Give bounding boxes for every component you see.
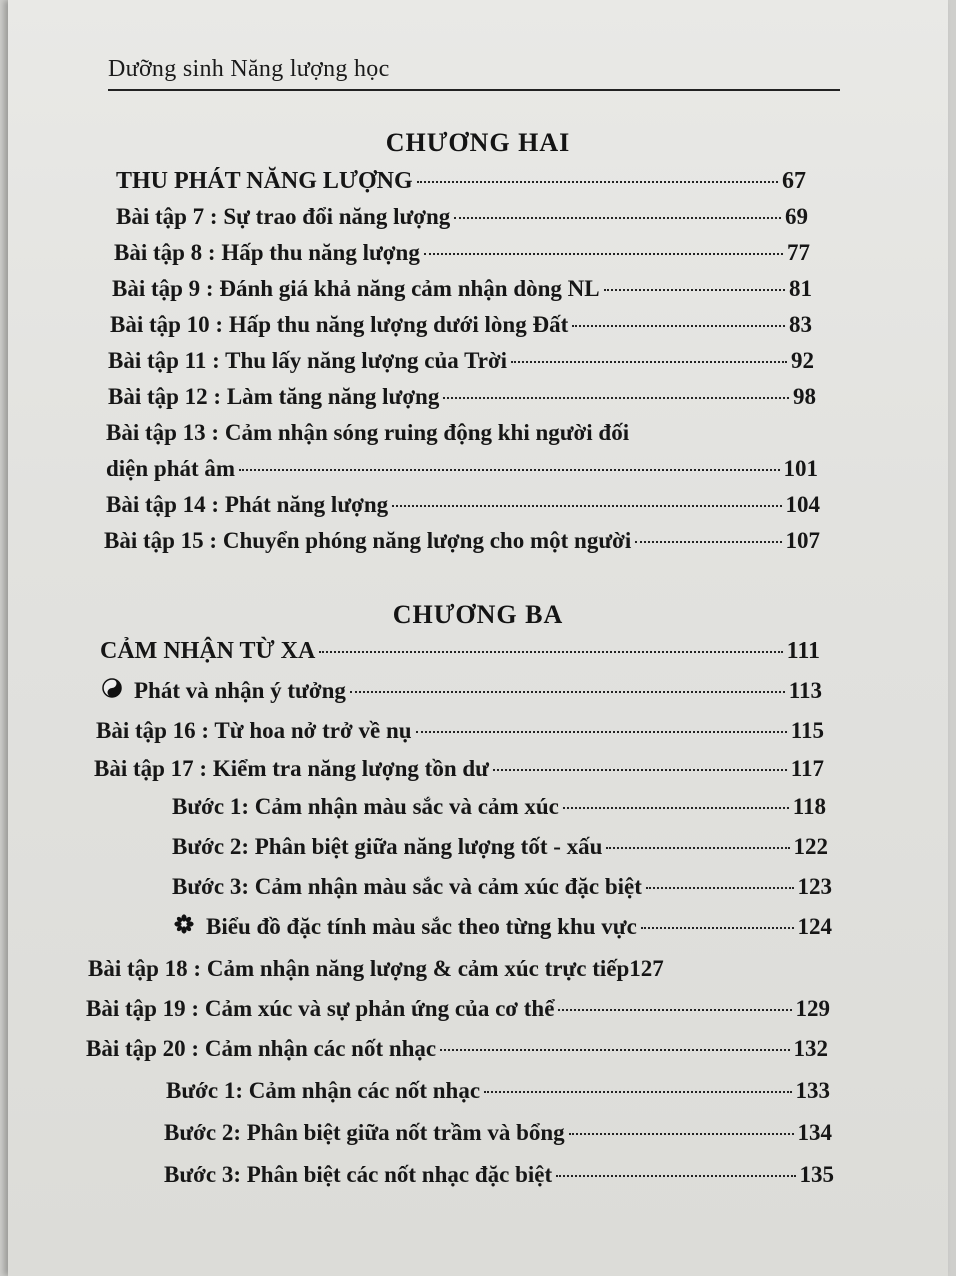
toc-label: Bài tập 15 : Chuyển phóng năng lượng cho một người bbox=[104, 528, 632, 553]
toc-row[interactable] bbox=[94, 756, 824, 782]
toc-label: Bước 2: Phân biệt giữa nốt trầm và bổng bbox=[164, 1120, 565, 1145]
toc-page-number: 83 bbox=[789, 312, 812, 337]
toc-page-number: 123 bbox=[797, 874, 832, 899]
toc-row[interactable] bbox=[86, 1036, 828, 1062]
toc-page-number: 92 bbox=[791, 348, 814, 373]
dot-leader bbox=[604, 289, 785, 291]
toc-row[interactable] bbox=[164, 1120, 832, 1146]
dot-leader bbox=[511, 361, 787, 363]
running-header bbox=[108, 56, 840, 91]
dot-leader bbox=[484, 1091, 791, 1093]
toc-label: Bài tập 19 : Cảm xúc và sự phản ứng của cơ thể bbox=[86, 996, 555, 1021]
toc-label: Bài tập 9 : Đánh giá khả năng cảm nhận dòng NL bbox=[112, 276, 600, 301]
toc-row[interactable] bbox=[116, 168, 806, 195]
toc-label: Bài tập 14 : Phát năng lượng bbox=[106, 492, 389, 517]
toc-row[interactable] bbox=[172, 834, 828, 860]
toc-row[interactable] bbox=[164, 1162, 834, 1188]
toc-label: Bước 3: Phân biệt các nốt nhạc đặc biệt bbox=[164, 1162, 553, 1187]
dot-leader bbox=[454, 217, 781, 219]
toc-page-number: 115 bbox=[790, 718, 824, 743]
toc-label: Bước 1: Cảm nhận màu sắc và cảm xúc bbox=[172, 794, 559, 819]
toc-page-number: 111 bbox=[786, 638, 820, 664]
toc-label: Bài tập 13 : Cảm nhận sóng ruing động khi người đối bbox=[106, 420, 630, 445]
toc-label: Phát và nhận ý tưởng bbox=[134, 678, 346, 703]
toc-label: Bài tập 20 : Cảm nhận các nốt nhạc bbox=[86, 1036, 437, 1061]
toc-page-number: 107 bbox=[785, 528, 820, 553]
dot-leader bbox=[646, 887, 794, 889]
toc-row[interactable] bbox=[100, 638, 820, 665]
dot-leader bbox=[424, 253, 783, 255]
toc-label: Bài tập 11 : Thu lấy năng lượng của Trời bbox=[108, 348, 508, 373]
toc-page-number: 122 bbox=[793, 834, 828, 859]
toc-row[interactable] bbox=[174, 914, 832, 940]
dot-leader bbox=[641, 927, 794, 929]
toc-row[interactable] bbox=[86, 996, 830, 1022]
toc-row[interactable] bbox=[108, 384, 816, 410]
dot-leader bbox=[606, 847, 789, 849]
toc-page-number: 118 bbox=[792, 794, 826, 819]
toc-label: Bước 2: Phân biệt giữa năng lượng tốt - xấu bbox=[172, 834, 603, 859]
dot-leader bbox=[392, 505, 781, 507]
toc-page-number: 69 bbox=[785, 204, 808, 229]
toc-label: Bài tập 8 : Hấp thu năng lượng bbox=[114, 240, 420, 265]
toc-page-number: 101 bbox=[783, 456, 818, 481]
dot-leader bbox=[417, 181, 778, 183]
dot-leader bbox=[556, 1175, 795, 1177]
toc-label: CẢM NHẬN TỪ XA bbox=[100, 638, 316, 664]
toc-row[interactable] bbox=[172, 874, 832, 900]
toc-label: Bước 1: Cảm nhận các nốt nhạc bbox=[166, 1078, 481, 1103]
toc-label: Bài tập 12 : Làm tăng năng lượng bbox=[108, 384, 440, 409]
dot-leader bbox=[443, 397, 789, 399]
dot-leader bbox=[440, 1049, 789, 1051]
toc-page-number: 117 bbox=[790, 756, 824, 781]
toc-label: diện phát âm bbox=[106, 456, 236, 481]
toc-page-number: 133 bbox=[795, 1078, 830, 1103]
toc-page-number: 77 bbox=[787, 240, 810, 265]
dot-leader bbox=[635, 541, 781, 543]
toc-page-number: 127 bbox=[629, 956, 664, 981]
dot-leader bbox=[239, 469, 779, 471]
toc-page-number: 134 bbox=[797, 1120, 832, 1145]
toc-label: Bài tập 18 : Cảm nhận năng lượng & cảm xúc trực tiếp bbox=[88, 956, 630, 981]
toc-row[interactable] bbox=[114, 240, 810, 266]
toc-page-number: 124 bbox=[797, 914, 832, 939]
toc-row[interactable] bbox=[108, 348, 814, 374]
chapter-heading-2: CHƯƠNG HAI bbox=[385, 128, 571, 157]
toc-page-number: 104 bbox=[785, 492, 820, 517]
toc-page-number: 132 bbox=[793, 1036, 828, 1061]
toc-row[interactable] bbox=[106, 492, 820, 518]
toc-page-number: 81 bbox=[789, 276, 812, 301]
toc-page-number: 67 bbox=[782, 168, 806, 194]
toc-label: Bài tập 7 : Sự trao đổi năng lượng bbox=[116, 204, 451, 229]
toc-page-number: 113 bbox=[788, 678, 822, 703]
book-title: Dưỡng sinh Năng lượng học bbox=[108, 56, 390, 82]
toc-row[interactable] bbox=[112, 276, 812, 302]
dot-leader bbox=[416, 731, 787, 733]
dot-leader bbox=[493, 769, 787, 771]
toc-row[interactable] bbox=[96, 718, 824, 744]
toc-row[interactable] bbox=[88, 956, 834, 982]
toc-row[interactable] bbox=[106, 420, 818, 446]
toc-row[interactable] bbox=[172, 794, 826, 820]
toc-label: Bài tập 10 : Hấp thu năng lượng dưới lòng Đất bbox=[110, 312, 569, 337]
flower-icon bbox=[174, 914, 194, 934]
dot-leader bbox=[569, 1133, 794, 1135]
toc-row[interactable] bbox=[102, 678, 822, 704]
toc-row[interactable] bbox=[110, 312, 812, 338]
dot-leader bbox=[319, 651, 782, 653]
toc-row[interactable] bbox=[104, 528, 820, 554]
yin-yang-icon bbox=[102, 678, 122, 698]
toc-page-number: 129 bbox=[795, 996, 830, 1021]
toc-page-number: 135 bbox=[799, 1162, 834, 1187]
toc-label: Bài tập 17 : Kiểm tra năng lượng tồn dư bbox=[94, 756, 489, 781]
toc-label: Biểu đồ đặc tính màu sắc theo từng khu vực bbox=[206, 914, 637, 939]
dot-leader bbox=[350, 691, 785, 693]
toc-page-number: 98 bbox=[793, 384, 816, 409]
dot-leader bbox=[563, 807, 789, 809]
toc-row[interactable] bbox=[116, 204, 808, 230]
dot-leader bbox=[558, 1009, 791, 1011]
toc-row[interactable] bbox=[166, 1078, 830, 1104]
toc-label: THU PHÁT NĂNG LƯỢNG bbox=[116, 168, 413, 194]
book-page bbox=[8, 0, 948, 1276]
chapter-heading-3: CHƯƠNG BA bbox=[392, 600, 564, 629]
toc-label: Bước 3: Cảm nhận màu sắc và cảm xúc đặc biệt bbox=[172, 874, 642, 899]
dot-leader bbox=[572, 325, 785, 327]
toc-label: Bài tập 16 : Từ hoa nở trở về nụ bbox=[96, 718, 412, 743]
toc-row[interactable] bbox=[106, 456, 818, 482]
